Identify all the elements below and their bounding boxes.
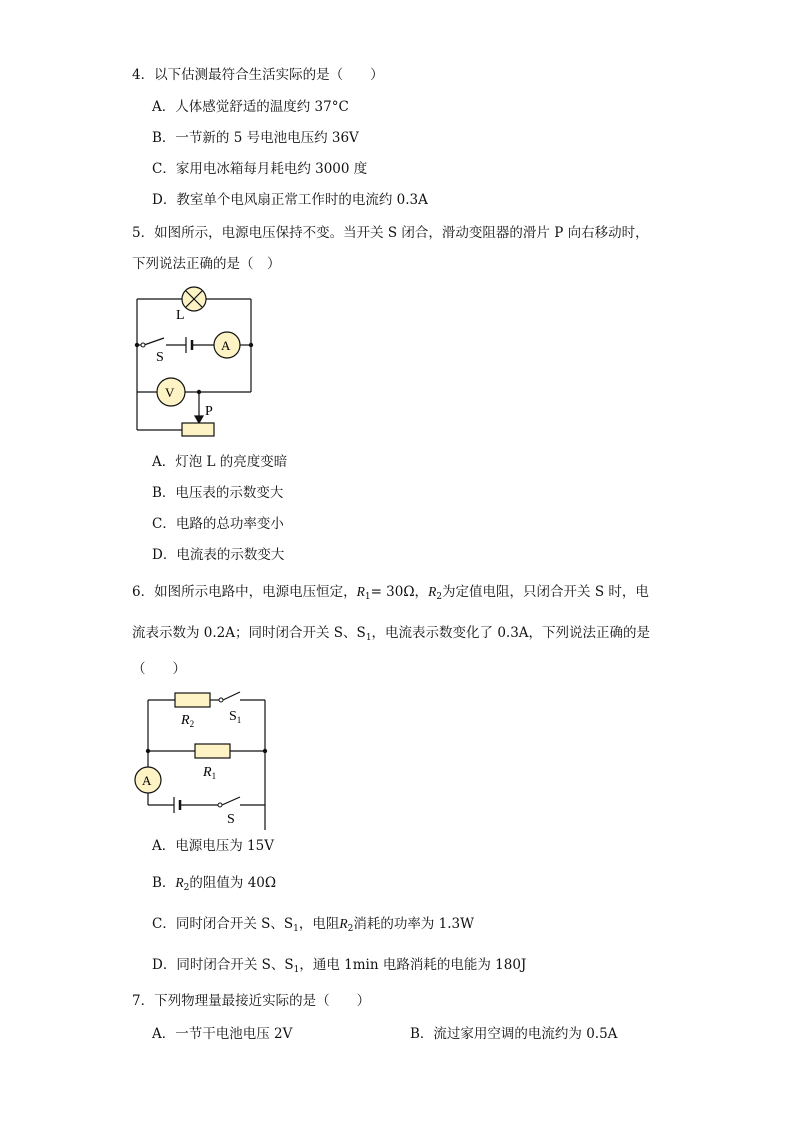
svg-text:S1	[229, 709, 241, 725]
q6-fig-s1: S	[229, 709, 237, 724]
q5-label-voltmeter: V	[165, 385, 175, 400]
q6-option-c-symbol: R	[339, 916, 348, 931]
q7-option-a: A．一节干电池电压 2V	[152, 1026, 293, 1042]
q5-option-b: B．电压表的示数变大	[152, 485, 284, 501]
q6-r2-subscript: 2	[436, 592, 443, 602]
q6-stem-line2	[132, 624, 650, 647]
q6-stem-line1	[132, 583, 649, 606]
q4-stem: 4．以下估测最符合生活实际的是（ ）	[132, 67, 384, 83]
q6-option-c	[152, 915, 474, 938]
q6-fig-s: S	[227, 812, 235, 827]
q6-r1-value: = 30Ω，	[370, 584, 429, 600]
q5-option-a: A．灯泡 L 的亮度变暗	[152, 454, 288, 470]
q6-option-d-text-b: ，通电 1min 电路消耗的电能为 180J	[299, 957, 527, 973]
q4-option-a: A．人体感觉舒适的温度约 37°C	[152, 99, 349, 115]
q5-stem-line2: 下列说法正确的是（ ）	[132, 256, 281, 272]
q6-option-d-text-a: D．同时闭合开关 S、S	[152, 957, 294, 973]
q6-r1-subscript: 1	[364, 592, 371, 602]
q6-circuit-diagram	[130, 685, 275, 830]
q5-stem-line1: 5．如图所示，电源电压保持不变。当开关 S 闭合，滑动变阻器的滑片 P 向右移动时，	[132, 225, 649, 241]
q6-r2-symbol: R	[428, 584, 437, 599]
svg-text:R1	[202, 765, 216, 781]
q6-option-c-text-b: ，电阻	[298, 916, 340, 932]
q4-option-b: B．一节新的 5 号电池电压约 36V	[152, 130, 359, 146]
q6-option-b-symbol: R	[175, 875, 184, 890]
q6-option-d	[152, 956, 526, 979]
q6-stem-text-a: 6．如图所示电路中，电源电压恒定，	[132, 584, 357, 600]
q6-fig-r2-sub: 2	[189, 719, 195, 729]
q6-stem-line2-subscript: 1	[365, 633, 372, 643]
svg-text:R2	[180, 713, 194, 729]
q6-option-b	[152, 874, 276, 897]
q7-stem: 7．下列物理量最接近实际的是（ ）	[132, 993, 371, 1009]
q4-option-c: C．家用电冰箱每月耗电约 3000 度	[152, 161, 368, 177]
q6-option-a: A．电源电压为 15V	[152, 838, 274, 854]
q6-stem-line2-text: 流表示数为 0.2A；同时闭合开关 S、S	[132, 625, 366, 641]
q5-label-slider: P	[205, 404, 213, 419]
q6-fig-r1-sub: 1	[211, 771, 217, 781]
q6-option-b-subscript: 2	[183, 883, 190, 893]
q6-fig-ammeter: A	[142, 773, 152, 788]
q6-fig-r1: R	[203, 765, 212, 780]
q5-option-c: C．电路的总功率变小	[152, 516, 284, 532]
q7-option-b: B．流过家用空调的电流约为 0.5A	[410, 1026, 618, 1042]
q6-fig-s1-sub: 1	[236, 715, 242, 725]
q6-fig-r2: R	[181, 713, 190, 728]
q6-option-c-subscript-2: 2	[347, 924, 354, 934]
q5-circuit-diagram	[128, 282, 263, 442]
q6-option-b-text: 的阻值为 40Ω	[189, 875, 277, 891]
q6-r1-symbol: R	[356, 584, 365, 599]
q5-label-switch: S	[156, 350, 164, 365]
q6-option-c-text-a: C．同时闭合开关 S、S	[152, 916, 294, 932]
q5-label-ammeter: A	[221, 338, 231, 353]
q5-option-d: D．电流表的示数变大	[152, 547, 285, 563]
q4-option-d: D．教室单个电风扇正常工作时的电流约 0.3A	[152, 192, 428, 208]
q6-stem-line3: （ ）	[132, 661, 186, 677]
q6-stem-text-b: 为定值电阻，只闭合开关 S 时，电	[442, 584, 649, 600]
q6-option-d-subscript: 1	[293, 965, 300, 975]
q6-option-c-text-c: 消耗的功率为 1.3W	[353, 916, 474, 932]
q5-label-lamp: L	[176, 308, 185, 323]
q6-stem-line2-text-b: ，电流表示数变化了 0.3A，下列说法正确的是	[371, 625, 651, 641]
q6-option-b-prefix: B．	[152, 875, 176, 891]
q6-option-c-subscript: 1	[293, 924, 299, 934]
